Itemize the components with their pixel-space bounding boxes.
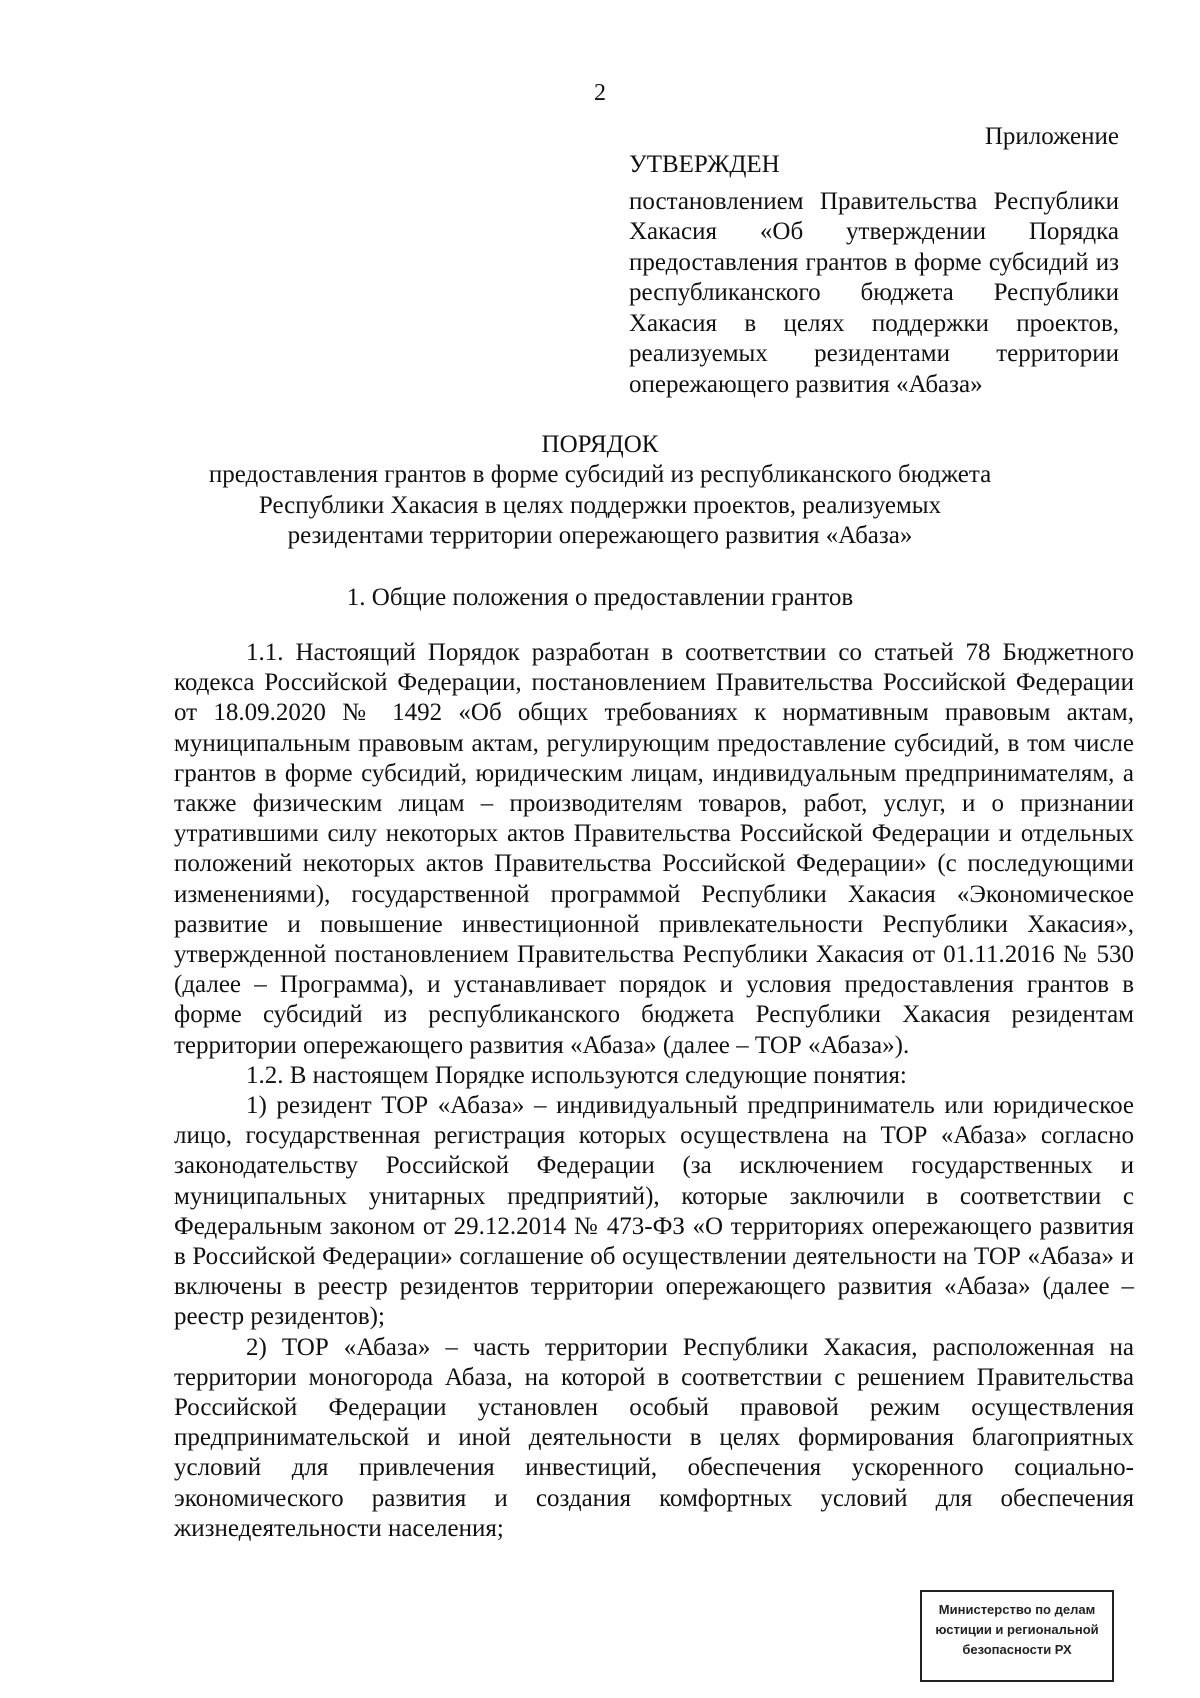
paragraph-definition-1: 1) резидент ТОР «Абаза» – индивидуальный предприниматель или юридическое лицо, государственная регистрация которых осуществлена на ТОР «Абаза» согласно законодательству Российской Федерации (за исключением государственных и муниципальных унитарных предприятий), которые заключили в соответствии с Федеральным законом от 29.12.2014 № 473-ФЗ «О территориях опережающего развития в Российской Федерации» соглашение об осуществлении деятельности на ТОР «Абаза» и включены в реестр резидентов территории опережающего развития «Абаза» (далее – реестр резидентов); [174, 1092, 1134, 1331]
ministry-stamp [920, 1590, 1114, 1682]
approval-text: постановлением Правительства Республики Хакасия «Об утверждении Порядка предоставления грантов в форме субсидий из республиканского бюджета Республики Хакасия в целях поддержки проектов, реализуемых резидентами территории опережающего развития «Абаза» [629, 187, 1119, 398]
document-title: ПОРЯДОК [541, 431, 659, 458]
page-number: 2 [594, 80, 606, 106]
body-text [174, 638, 1134, 1544]
paragraph-definition-2: 2) ТОР «Абаза» – часть территории Республики Хакасия, расположенная на территории моногорода Абаза, на которой в соответствии с решением Правительства Российской Федерации установлен особый правовой режим осуществления предпринимательской и иной деятельности в целях формирования благоприятных условий для привлечения инвестиций, обеспечения ускоренного социально-экономического развития и создания комфортных условий для обеспечения жизнедеятельности населения; [174, 1333, 1134, 1542]
approval-block [629, 150, 1119, 400]
paragraph-1-2: 1.2. В настоящем Порядке используются следующие понятия: [246, 1061, 907, 1089]
paragraph-1-1: 1.1. Настоящий Порядок разработан в соответствии со статьей 78 Бюджетного кодекса Российской Федерации, постановлением Правительства Российской Федерации от 18.09.2020 № 1492 «Об общих требованиях к нормативным правовым актам, муниципальным правовым актам, регулирующим предоставление субсидий, в том числе грантов в форме субсидий, юридическим лицам, индивидуальным предпринимателям, а также физическим лицам – производителям товаров, работ, услуг, и о признании утратившими силу некоторых актов Правительства Российской Федерации и отдельных положений некоторых актов Правительства Российской Федерации» (с последующими изменениями), государственной программой Республики Хакасия «Экономическое развитие и повышение инвестиционной привлекательности Республики Хакасия», утвержденной постановлением Правительства Республики Хакасия от 01.11.2016 № 530 (далее – Программа), и устанавливает порядок и условия предоставления грантов в форме субсидий из республиканского бюджета Республики Хакасия резидентам территории опережающего развития «Абаза» (далее – ТОР «Абаза»). [174, 639, 1134, 1059]
stamp-line: юстиции и региональной [935, 1622, 1099, 1637]
appendix-label: Приложение [984, 123, 1119, 150]
stamp-line: Министерство по делам [938, 1602, 1096, 1617]
document-subtitle: предоставления грантов в форме субсидий из республиканского бюджета Республики Хакасия в целях поддержки проектов, реализуемых резидентами территории опережающего развития «Абаза» [208, 461, 992, 549]
section-heading: 1. Общие положения о предоставлении грантов [346, 584, 854, 611]
stamp-line: безопасности РХ [962, 1642, 1072, 1657]
approval-title: УТВЕРЖДЕН [629, 151, 780, 178]
